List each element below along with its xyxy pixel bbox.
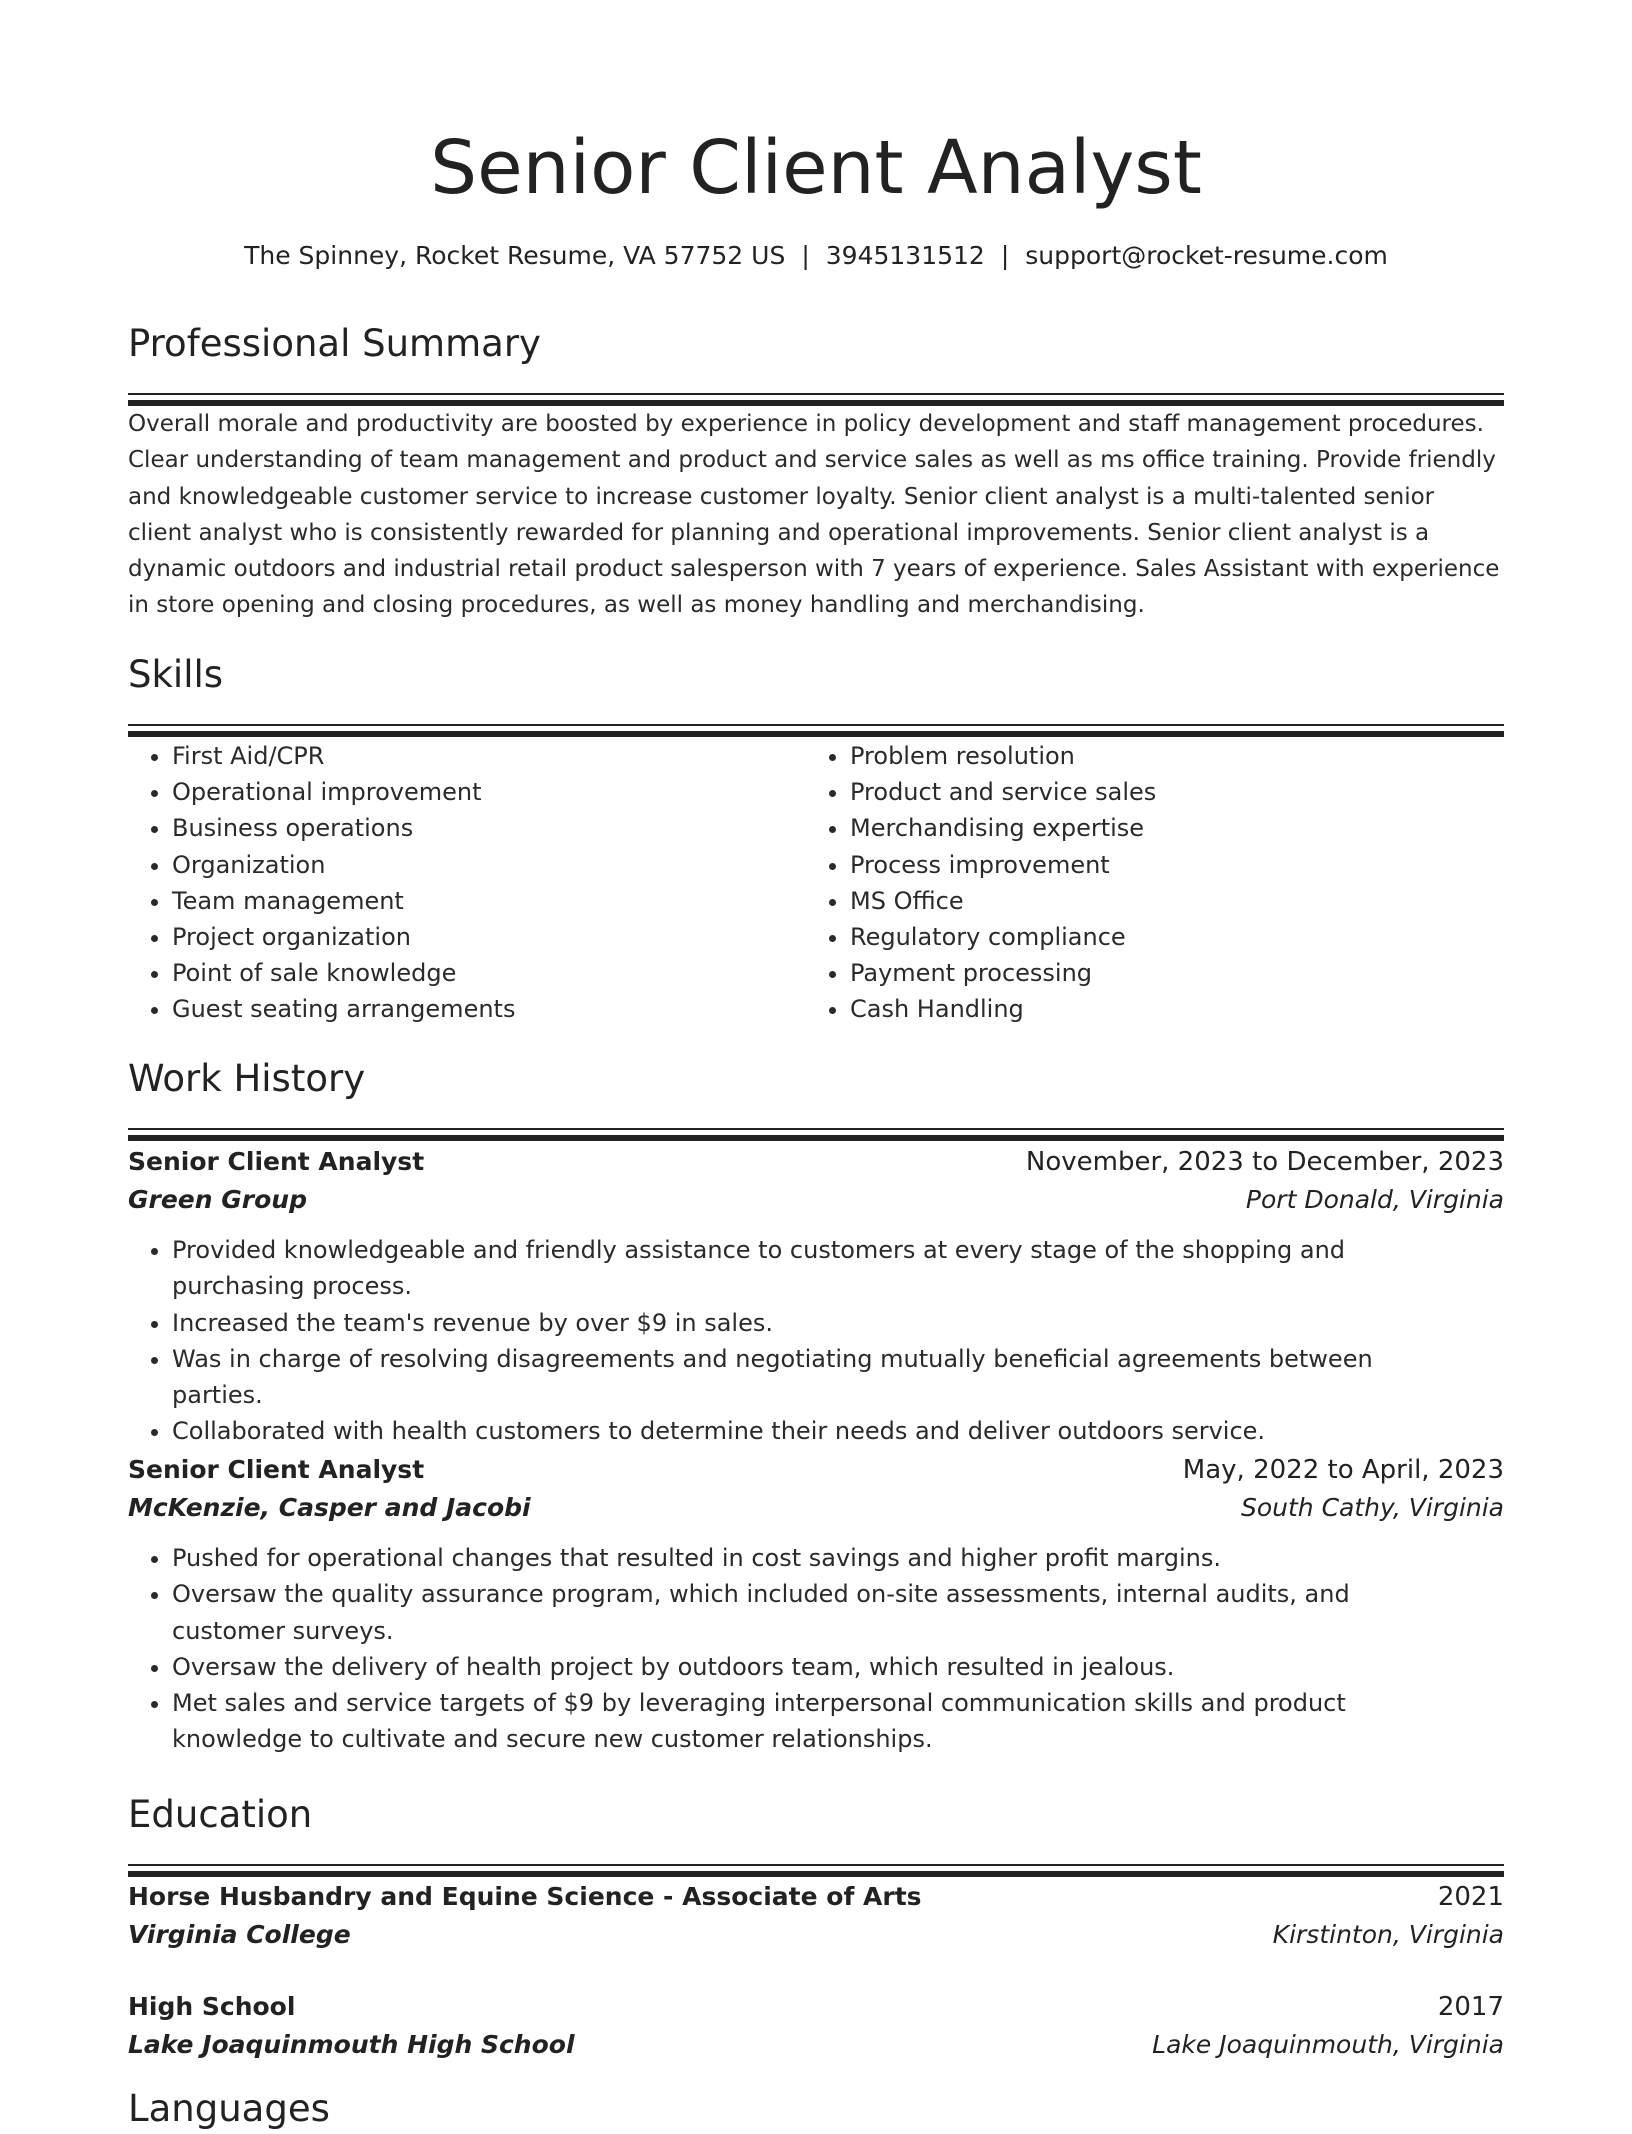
job-bullet: • Met sales and service targets of $9 by leveraging interpersonal communication skills and product knowledge to cultivate and secure new customer relationships. [172, 1685, 1504, 1758]
skill-item: • Product and service sales [850, 774, 1156, 810]
education-degree: Horse Husbandry and Equine Science - Associate of Arts [128, 1882, 922, 1911]
skill-item: • Regulatory compliance [850, 919, 1156, 955]
languages-heading: Languages [128, 2087, 330, 2130]
job-company: McKenzie, Casper and Jacobi [128, 1493, 531, 1522]
skill-item: • Organization [172, 847, 515, 883]
skill-item: • Team management [172, 883, 515, 919]
skill-item: • Payment processing [850, 955, 1156, 991]
skill-item: • Process improvement [850, 847, 1156, 883]
education-year: 2021 [1437, 1882, 1504, 1912]
section-divider-thin [128, 393, 1504, 395]
education-school: Virginia College [128, 1920, 351, 1949]
job-location: Port Donald, Virginia [1245, 1185, 1504, 1214]
contact-separator: | [801, 241, 810, 270]
education-section [128, 1790, 1504, 1877]
work-section [128, 1054, 1504, 1141]
skills-section [128, 650, 1504, 737]
education-school: Lake Joaquinmouth High School [128, 2030, 575, 2059]
skill-item: • Point of sale knowledge [172, 955, 515, 991]
contact-email: support@rocket-resume.com [1025, 241, 1388, 270]
job-company: Green Group [128, 1185, 307, 1214]
job-bullet: • Oversaw the quality assurance program, which included on-site assessments, internal audits, and customer surveys. [172, 1576, 1504, 1649]
skill-item: • Merchandising expertise [850, 810, 1156, 846]
skill-item: • MS Office [850, 883, 1156, 919]
skills-column-left [128, 738, 515, 1028]
contact-address: The Spinney, Rocket Resume, VA 57752 US [244, 241, 786, 270]
education-year: 2017 [1437, 1992, 1504, 2022]
skill-item: • Problem resolution [850, 738, 1156, 774]
job-dates: November, 2023 to December, 2023 [1025, 1147, 1504, 1177]
education-location: Lake Joaquinmouth, Virginia [1152, 2030, 1504, 2059]
education-degree: High School [128, 1992, 296, 2021]
education-location: Kirstinton, Virginia [1272, 1920, 1504, 1949]
job-bullet: • Collaborated with health customers to determine their needs and deliver outdoors service. [172, 1413, 1504, 1449]
job-bullet: • Increased the team's revenue by over $9 in sales. [172, 1305, 1504, 1341]
contact-separator: | [1000, 241, 1010, 270]
skill-item: • Operational improvement [172, 774, 515, 810]
skill-item: • Project organization [172, 919, 515, 955]
education-entry [128, 1878, 1504, 1954]
job-title: Senior Client Analyst [128, 1455, 425, 1484]
job-title: Senior Client Analyst [128, 1147, 425, 1176]
education-heading: Education [128, 1793, 313, 1836]
job-bullet: • Provided knowledgeable and friendly assistance to customers at every stage of the shopping and purchasing process. [172, 1232, 1504, 1305]
job-bullets [128, 1232, 1504, 1450]
job-bullet: • Was in charge of resolving disagreements and negotiating mutually beneficial agreements between parties. [172, 1341, 1504, 1414]
work-heading: Work History [128, 1057, 366, 1100]
job-entry [128, 1451, 1504, 1758]
summary-heading: Professional Summary [128, 322, 541, 365]
skill-item: • Business operations [172, 810, 515, 846]
contact-phone: 3945131512 [825, 241, 985, 270]
skill-item: • Cash Handling [850, 991, 1156, 1027]
contact-line [128, 238, 1504, 274]
job-dates: May, 2022 to April, 2023 [1182, 1455, 1504, 1485]
section-divider-thin [128, 1864, 1504, 1866]
skills-heading: Skills [128, 653, 224, 696]
job-bullets [128, 1540, 1504, 1758]
skill-item: • First Aid/CPR [172, 738, 515, 774]
job-bullet: • Pushed for operational changes that resulted in cost savings and higher profit margins. [172, 1540, 1504, 1576]
section-divider-thick [128, 1135, 1504, 1141]
skills-column-right [806, 738, 1156, 1028]
section-divider-thin [128, 1128, 1504, 1130]
section-divider-thick [128, 1871, 1504, 1877]
resume-title: Senior Client Analyst [430, 125, 1202, 211]
education-entry [128, 1988, 1504, 2064]
summary-section [128, 319, 1504, 406]
job-location: South Cathy, Virginia [1240, 1493, 1504, 1522]
job-entry [128, 1143, 1504, 1450]
skill-item: • Guest seating arrangements [172, 991, 515, 1027]
job-bullet: • Oversaw the delivery of health project by outdoors team, which resulted in jealous. [172, 1649, 1504, 1685]
section-divider-thin [128, 724, 1504, 726]
summary-text: Overall morale and productivity are boosted by experience in policy development and staff management procedures. Clear understanding of team management and product and service sales as well as ms office training. Provide friendly and knowledgeable customer service to increase customer loyalty. Senior client analyst is a multi-talented senior client analyst who is consistently rewarded for planning and operational improvements. Senior client analyst is a dynamic outdoors and industrial retail product salesperson with 7 years of experience. Sales Assistant with experience in store opening and closing procedures, as well as money handling and merchandising. [128, 411, 1500, 619]
section-divider-thick [128, 731, 1504, 737]
